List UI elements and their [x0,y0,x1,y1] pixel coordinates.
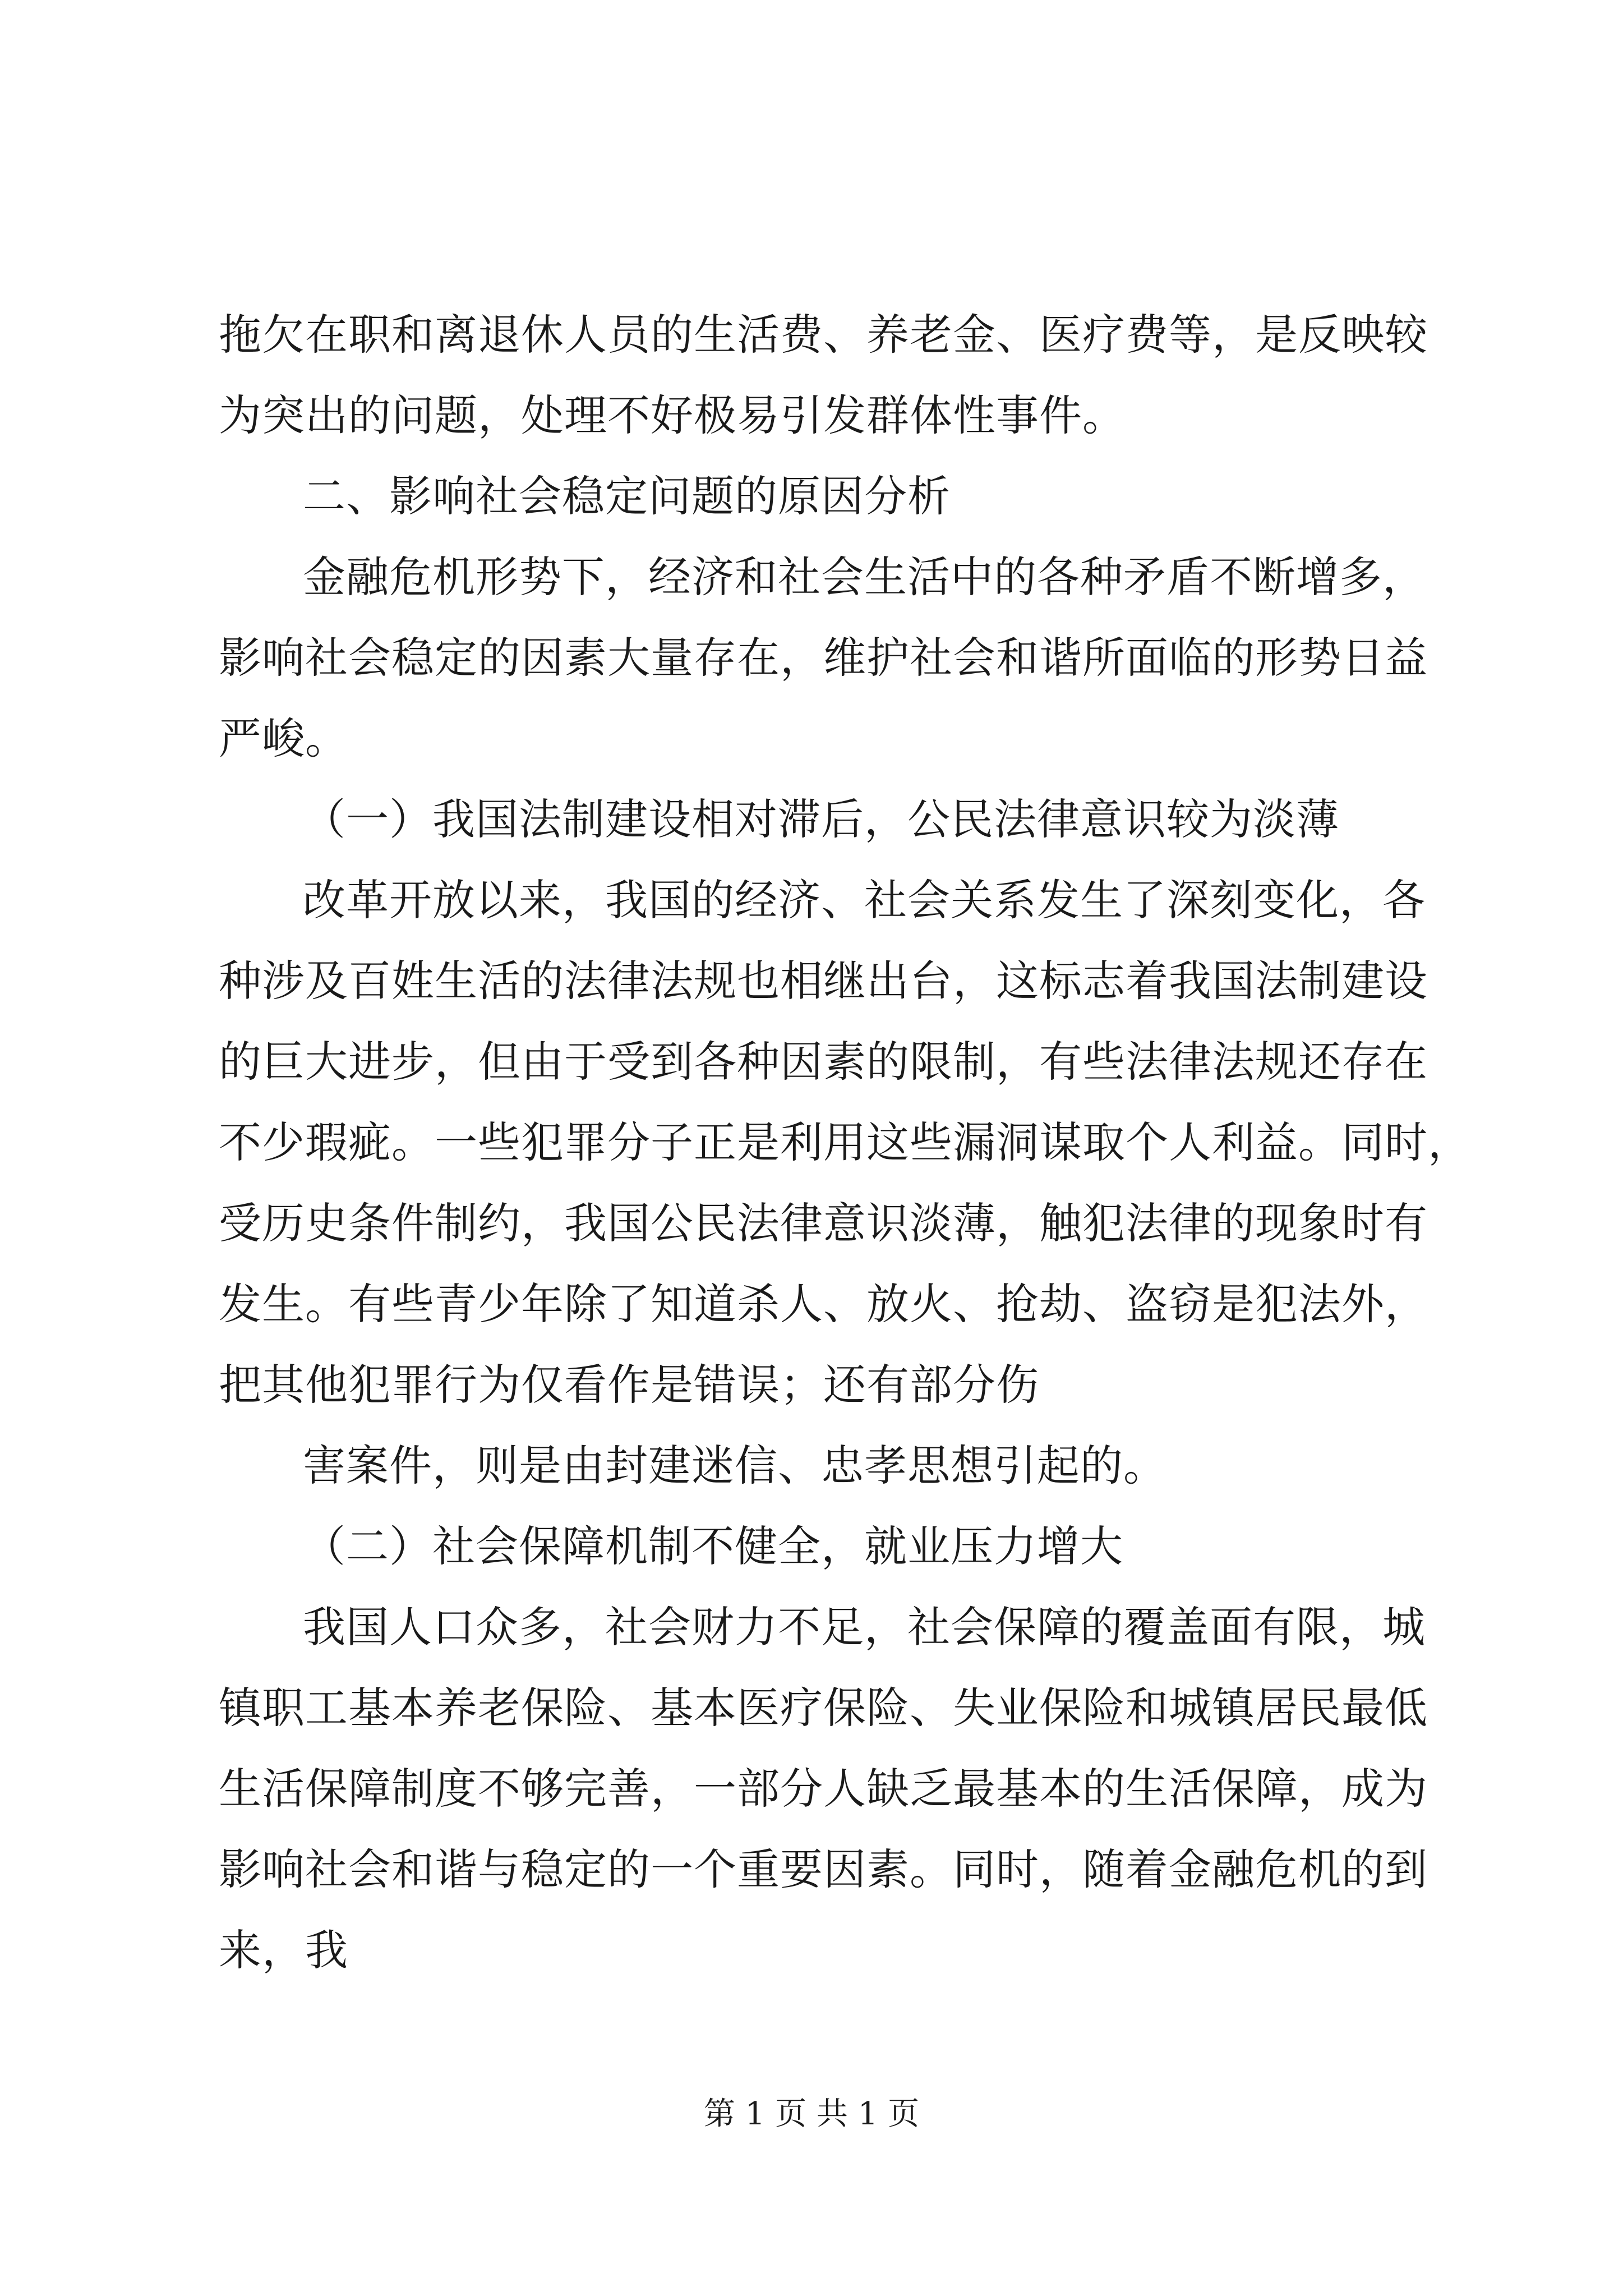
paragraph-line: 来，我 [219,1925,348,1975]
paragraph-line: 的巨大进步，但由于受到各种因素的限制，有些法律法规还存在 [219,1037,1428,1087]
subsection-heading-1: （一）我国法制建设相对滞后，公民法律意识较为淡薄 [303,794,1339,844]
paragraph-line: 不少瑕疵。一些犯罪分子正是利用这些漏洞谋取个人利益。同时， [219,1117,1471,1167]
paragraph-line: 害案件，则是由封建迷信、忠孝思想引起的。 [303,1441,1166,1490]
paragraph-line: 种涉及百姓生活的法律法规也相继出台，这标志着我国法制建设 [219,956,1428,1006]
subsection-heading-2: （二）社会保障机制不健全，就业压力增大 [303,1521,1123,1571]
page-footer: 第 1 页 共 1 页 [703,2096,920,2132]
paragraph-line: 影响社会稳定的因素大量存在，维护社会和谐所面临的形势日益 [219,633,1428,683]
paragraph-line: 我国人口众多，社会财力不足，社会保障的覆盖面有限，城 [303,1602,1426,1652]
paragraph-line: 镇职工基本养老保险、基本医疗保险、失业保险和城镇居民最低 [219,1683,1428,1733]
paragraph-line: 改革开放以来，我国的经济、社会关系发生了深刻变化，各 [303,875,1426,925]
text-line-continuation: 为突出的问题，处理不好极易引发群体性事件。 [219,390,1126,440]
paragraph-line: 严峻。 [219,714,348,763]
paragraph-line: 发生。有些青少年除了知道杀人、放火、抢劫、盗窃是犯法外， [219,1279,1428,1329]
paragraph-line: 金融危机形势下，经济和社会生活中的各种矛盾不断增多， [303,552,1426,602]
paragraph-line: 受历史条件制约，我国公民法律意识淡薄，触犯法律的现象时有 [219,1198,1428,1248]
paragraph-line: 把其他犯罪行为仅看作是错误；还有部分伤 [219,1360,1039,1410]
section-heading-2: 二、影响社会稳定问题的原因分析 [303,471,951,521]
paragraph-line: 生活保障制度不够完善，一部分人缺乏最基本的生活保障，成为 [219,1764,1428,1814]
paragraph-line: 影响社会和谐与稳定的一个重要因素。同时，随着金融危机的到 [219,1844,1428,1894]
text-line-continuation: 拖欠在职和离退休人员的生活费、养老金、医疗费等，是反映较 [219,310,1428,360]
